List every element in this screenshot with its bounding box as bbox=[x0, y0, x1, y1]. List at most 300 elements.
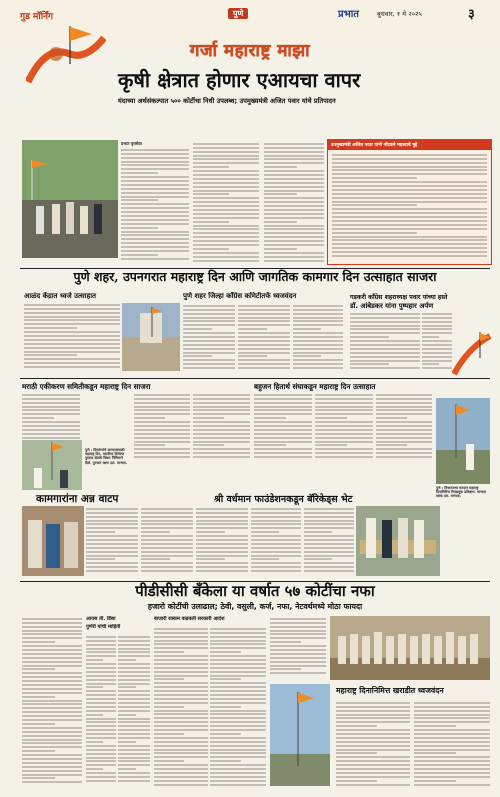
text-line bbox=[86, 725, 116, 727]
text-line bbox=[154, 628, 208, 630]
text-line bbox=[141, 551, 193, 553]
text-line bbox=[154, 725, 208, 727]
text-line bbox=[154, 651, 184, 653]
text-line bbox=[304, 516, 354, 518]
text-line bbox=[154, 776, 208, 778]
text-line bbox=[86, 749, 116, 751]
text-line bbox=[118, 667, 150, 669]
text-line bbox=[238, 332, 290, 334]
text-line bbox=[332, 236, 487, 238]
text-line bbox=[22, 731, 82, 733]
text-line bbox=[264, 205, 324, 207]
page-date: बुधवार, १ मे २०२५ bbox=[377, 10, 422, 18]
text-line bbox=[293, 309, 343, 311]
text-line bbox=[22, 676, 82, 678]
text-line bbox=[315, 394, 373, 396]
text-line bbox=[118, 737, 150, 739]
text-line bbox=[141, 535, 193, 537]
text-line bbox=[22, 402, 80, 404]
text-line bbox=[154, 702, 208, 704]
text-line bbox=[193, 182, 259, 184]
text-line bbox=[154, 667, 208, 669]
text-line bbox=[422, 328, 452, 330]
text-line bbox=[414, 784, 490, 786]
text-line bbox=[238, 367, 290, 369]
text-line bbox=[22, 715, 82, 717]
text-line bbox=[86, 714, 103, 716]
text-line bbox=[270, 622, 326, 624]
text-line bbox=[414, 776, 490, 778]
text-line bbox=[254, 433, 312, 435]
text-line bbox=[118, 729, 150, 731]
text-line bbox=[154, 682, 208, 684]
section4-mid-headline: श्री वर्धमान फाउंडेशनकडून बॅरिकेड्स भेट bbox=[214, 494, 353, 505]
text-line bbox=[414, 772, 490, 774]
text-line bbox=[336, 745, 410, 747]
text-line bbox=[332, 169, 487, 171]
text-line bbox=[183, 336, 235, 338]
text-line bbox=[118, 749, 150, 751]
text-line bbox=[254, 437, 312, 439]
text-line bbox=[86, 644, 116, 646]
text-line bbox=[22, 723, 55, 725]
text-line bbox=[376, 456, 432, 458]
text-line bbox=[336, 702, 410, 704]
text-line bbox=[210, 749, 266, 751]
text-line bbox=[422, 360, 452, 362]
text-line bbox=[304, 570, 354, 572]
text-line bbox=[315, 456, 373, 458]
text-line bbox=[304, 555, 354, 557]
text-line bbox=[154, 764, 208, 766]
text-line bbox=[238, 317, 290, 319]
text-line bbox=[193, 398, 250, 400]
text-line bbox=[22, 394, 80, 396]
text-line bbox=[304, 508, 354, 510]
text-line bbox=[422, 340, 452, 342]
text-line bbox=[118, 655, 150, 657]
text-line bbox=[121, 238, 189, 240]
text-line bbox=[22, 668, 55, 670]
text-line bbox=[270, 657, 326, 659]
col3-body-a bbox=[350, 311, 420, 373]
text-line bbox=[118, 757, 150, 759]
text-line bbox=[238, 336, 290, 338]
text-line bbox=[238, 324, 290, 326]
text-line bbox=[350, 325, 420, 327]
text-line bbox=[183, 348, 235, 350]
text-line bbox=[332, 208, 487, 210]
text-line bbox=[350, 352, 420, 354]
text-line bbox=[293, 328, 321, 330]
text-line bbox=[332, 220, 487, 222]
text-line bbox=[121, 157, 189, 159]
text-line bbox=[238, 309, 290, 311]
text-line bbox=[121, 192, 189, 194]
text-line bbox=[22, 746, 82, 748]
s3-body-4 bbox=[254, 392, 312, 462]
text-line bbox=[183, 317, 235, 319]
text-line bbox=[193, 240, 259, 242]
text-line bbox=[118, 644, 150, 646]
text-line bbox=[22, 630, 82, 632]
text-line bbox=[86, 555, 138, 557]
text-line bbox=[121, 223, 189, 225]
text-line bbox=[270, 626, 326, 628]
text-line bbox=[86, 539, 138, 541]
text-line bbox=[183, 305, 235, 307]
text-line bbox=[210, 651, 241, 653]
text-line bbox=[154, 756, 208, 758]
text-line bbox=[376, 394, 432, 396]
text-line bbox=[422, 356, 452, 358]
text-line bbox=[210, 760, 241, 762]
text-line bbox=[210, 675, 266, 677]
text-line bbox=[121, 153, 189, 155]
text-line bbox=[422, 352, 452, 354]
text-line bbox=[264, 186, 324, 188]
text-line bbox=[264, 213, 324, 215]
text-line bbox=[86, 690, 116, 692]
text-line bbox=[118, 648, 150, 650]
text-line bbox=[210, 702, 266, 704]
text-line bbox=[332, 197, 487, 199]
text-line bbox=[315, 433, 373, 435]
text-line bbox=[304, 527, 354, 529]
text-line bbox=[210, 647, 266, 649]
text-line bbox=[22, 637, 82, 639]
text-line bbox=[193, 256, 259, 258]
text-line bbox=[118, 733, 150, 735]
text-line bbox=[196, 508, 248, 510]
s4-body-5 bbox=[304, 506, 354, 576]
s5-bottom-right-headline: महाराष्ट्र दिनानिमित्त खराडीत ध्वजवंदन bbox=[336, 686, 444, 695]
s4-body-3 bbox=[196, 506, 248, 576]
text-line bbox=[264, 201, 324, 203]
text-line bbox=[118, 694, 150, 696]
text-line bbox=[154, 690, 208, 692]
s5-body-2 bbox=[86, 634, 116, 784]
text-line bbox=[154, 737, 208, 739]
section5-headline: पीडीसीसी बँकेला या वर्षात ५७ कोटींचा नफा bbox=[135, 582, 375, 600]
text-line bbox=[196, 523, 248, 525]
text-line bbox=[293, 352, 343, 354]
text-line bbox=[414, 760, 490, 762]
text-line bbox=[254, 394, 312, 396]
text-line bbox=[22, 777, 55, 779]
text-line bbox=[196, 555, 248, 557]
text-line bbox=[238, 348, 290, 350]
text-line bbox=[86, 648, 116, 650]
text-line bbox=[422, 363, 439, 365]
text-line bbox=[22, 727, 82, 729]
text-line bbox=[193, 193, 229, 195]
text-line bbox=[141, 562, 193, 564]
text-line bbox=[376, 425, 432, 427]
text-line bbox=[86, 768, 103, 770]
text-line bbox=[134, 433, 190, 435]
s3-body-5 bbox=[315, 392, 373, 462]
s3-body-2 bbox=[134, 392, 190, 462]
text-line bbox=[414, 733, 490, 735]
text-line bbox=[86, 698, 116, 700]
text-line bbox=[315, 409, 373, 411]
text-line bbox=[210, 717, 266, 719]
text-line bbox=[22, 626, 82, 628]
text-line bbox=[376, 417, 407, 419]
text-line bbox=[332, 216, 487, 218]
s3-right-caption: पुणे : विधानसभा मतदान महाराष्ट्र दिनानिमित्त निवडणूक प्रशिक्षण. मान्यता रक्षक दल. मान्यता. bbox=[436, 486, 487, 499]
text-line bbox=[350, 367, 420, 369]
text-line bbox=[254, 456, 312, 458]
text-line bbox=[22, 665, 82, 667]
text-line bbox=[193, 205, 259, 207]
text-line bbox=[210, 643, 266, 645]
s3-photo-left bbox=[22, 440, 82, 490]
text-line bbox=[22, 618, 82, 620]
text-line bbox=[121, 164, 189, 166]
text-line bbox=[193, 452, 250, 454]
text-line bbox=[86, 655, 116, 657]
text-line bbox=[86, 679, 116, 681]
text-line bbox=[251, 520, 301, 522]
text-line bbox=[22, 692, 82, 694]
text-line bbox=[193, 143, 259, 145]
text-line bbox=[376, 441, 432, 443]
text-line bbox=[118, 698, 150, 700]
text-line bbox=[118, 760, 150, 762]
text-line bbox=[414, 741, 490, 743]
s5-body-6 bbox=[270, 616, 326, 678]
text-line bbox=[141, 527, 193, 529]
text-line bbox=[86, 558, 115, 560]
text-line bbox=[332, 239, 487, 241]
text-line bbox=[134, 456, 190, 458]
text-line bbox=[134, 441, 190, 443]
text-line bbox=[22, 413, 80, 415]
s5-body-8 bbox=[414, 700, 490, 786]
text-line bbox=[24, 308, 120, 310]
text-line bbox=[210, 671, 266, 673]
text-line bbox=[121, 219, 189, 221]
text-line bbox=[118, 780, 150, 782]
banner bbox=[0, 38, 500, 66]
section3-divider bbox=[20, 378, 490, 379]
text-line bbox=[121, 227, 158, 229]
text-line bbox=[118, 764, 150, 766]
text-line bbox=[254, 444, 286, 446]
text-line bbox=[86, 566, 138, 568]
text-line bbox=[264, 162, 324, 164]
text-line bbox=[121, 215, 189, 217]
text-line bbox=[86, 527, 138, 529]
text-line bbox=[193, 248, 229, 250]
text-line bbox=[210, 756, 266, 758]
text-line bbox=[86, 718, 116, 720]
text-line bbox=[86, 520, 138, 522]
text-line bbox=[210, 710, 266, 712]
text-line bbox=[332, 162, 487, 164]
text-line bbox=[22, 417, 54, 419]
text-line bbox=[210, 737, 266, 739]
text-line bbox=[293, 332, 343, 334]
s5-body-7 bbox=[336, 700, 410, 786]
text-line bbox=[118, 659, 136, 661]
text-line bbox=[86, 702, 116, 704]
text-line bbox=[350, 332, 420, 334]
text-line bbox=[254, 452, 312, 454]
text-line bbox=[134, 444, 165, 446]
s5-photo-flag bbox=[270, 684, 330, 786]
text-line bbox=[154, 784, 208, 786]
text-line bbox=[193, 244, 259, 246]
text-line bbox=[414, 710, 490, 712]
text-line bbox=[350, 336, 389, 338]
text-line bbox=[154, 643, 208, 645]
text-line bbox=[293, 344, 343, 346]
highlights-list bbox=[332, 152, 487, 260]
text-line bbox=[210, 678, 241, 680]
text-line bbox=[210, 713, 266, 715]
text-line bbox=[270, 633, 326, 635]
text-line bbox=[332, 232, 417, 234]
text-line bbox=[24, 327, 77, 329]
text-line bbox=[118, 636, 150, 638]
text-line bbox=[22, 703, 82, 705]
section5-subhead: हजारो कोटींची उलाढाल; ठेवी, वसुली, कर्ज, नफा, नेटवर्थमध्ये मोठा फायदा bbox=[147, 602, 363, 611]
text-line bbox=[154, 749, 208, 751]
text-line bbox=[86, 729, 116, 731]
text-line bbox=[86, 706, 116, 708]
text-line bbox=[86, 764, 116, 766]
text-line bbox=[238, 355, 267, 357]
text-line bbox=[141, 516, 193, 518]
text-line bbox=[376, 406, 432, 408]
text-line bbox=[254, 402, 312, 404]
text-line bbox=[86, 683, 116, 685]
text-line bbox=[193, 417, 224, 419]
lead-photo bbox=[22, 140, 118, 258]
text-line bbox=[376, 413, 432, 415]
text-line bbox=[154, 760, 184, 762]
text-line bbox=[22, 633, 82, 635]
highlights-box-title: उपमुख्यमंत्री अजित पवार यांनी नोंदवले महत्त्वाचे मुद्दे bbox=[328, 140, 491, 150]
text-line bbox=[332, 243, 487, 245]
text-line bbox=[264, 209, 324, 211]
text-line bbox=[414, 764, 490, 766]
text-line bbox=[86, 570, 138, 572]
text-line bbox=[118, 714, 136, 716]
text-line bbox=[376, 402, 432, 404]
text-line bbox=[251, 570, 301, 572]
text-line bbox=[196, 551, 248, 553]
text-line bbox=[270, 672, 326, 674]
text-line bbox=[196, 516, 248, 518]
text-line bbox=[141, 555, 193, 557]
text-line bbox=[376, 437, 432, 439]
text-line bbox=[24, 339, 120, 341]
text-line bbox=[24, 362, 120, 364]
text-line bbox=[422, 344, 452, 346]
text-line bbox=[86, 694, 116, 696]
text-line bbox=[154, 647, 208, 649]
text-line bbox=[22, 781, 82, 783]
text-line bbox=[251, 508, 301, 510]
text-line bbox=[193, 155, 259, 157]
s4-body-4 bbox=[251, 506, 301, 576]
text-line bbox=[414, 702, 490, 704]
text-line bbox=[86, 776, 116, 778]
text-line bbox=[141, 543, 193, 545]
text-line bbox=[134, 394, 190, 396]
s4-photo-right bbox=[356, 506, 440, 576]
text-line bbox=[264, 147, 324, 149]
text-line bbox=[121, 184, 189, 186]
text-line bbox=[414, 745, 490, 747]
section2-headline: पुणे शहर, उपनगरात महाराष्ट्र दिन आणि जागतिक कामगार दिन उत्साहात साजरा bbox=[73, 269, 437, 284]
text-line bbox=[22, 641, 55, 643]
text-line bbox=[193, 170, 259, 172]
text-line bbox=[86, 562, 138, 564]
text-line bbox=[193, 147, 259, 149]
text-line bbox=[86, 663, 116, 665]
text-line bbox=[238, 328, 267, 330]
text-line bbox=[86, 516, 138, 518]
text-line bbox=[264, 174, 324, 176]
text-line bbox=[121, 211, 189, 213]
text-line bbox=[22, 649, 82, 651]
text-line bbox=[141, 512, 193, 514]
text-line bbox=[254, 398, 312, 400]
text-line bbox=[315, 406, 373, 408]
text-line bbox=[210, 640, 266, 642]
text-line bbox=[193, 174, 259, 176]
text-line bbox=[238, 313, 290, 315]
text-line bbox=[336, 776, 410, 778]
text-line bbox=[86, 757, 116, 759]
text-line bbox=[183, 363, 235, 365]
text-line bbox=[332, 201, 487, 203]
text-line bbox=[210, 659, 266, 661]
text-line bbox=[304, 551, 354, 553]
text-line bbox=[154, 675, 208, 677]
text-line bbox=[193, 151, 259, 153]
text-line bbox=[118, 753, 150, 755]
text-line bbox=[86, 531, 115, 533]
text-line bbox=[121, 172, 158, 174]
text-line bbox=[332, 224, 487, 226]
text-line bbox=[350, 363, 389, 365]
text-line bbox=[270, 645, 326, 647]
text-line bbox=[264, 236, 324, 238]
text-line bbox=[22, 762, 82, 764]
text-line bbox=[193, 221, 229, 223]
lead-byline: प्रभात वृत्तसेवा bbox=[121, 141, 142, 146]
text-line bbox=[251, 523, 301, 525]
text-line bbox=[293, 336, 343, 338]
text-line bbox=[376, 448, 432, 450]
text-line bbox=[304, 523, 354, 525]
text-line bbox=[141, 508, 193, 510]
text-line bbox=[376, 433, 432, 435]
text-line bbox=[238, 340, 290, 342]
text-line bbox=[24, 319, 120, 321]
text-line bbox=[134, 448, 190, 450]
text-line bbox=[304, 566, 354, 568]
col1-photo bbox=[122, 303, 180, 371]
text-line bbox=[304, 547, 354, 549]
section3-left-headline: मराठी एकीकरण समितीकडून महाराष्ट्र दिन साजरा bbox=[22, 382, 151, 391]
